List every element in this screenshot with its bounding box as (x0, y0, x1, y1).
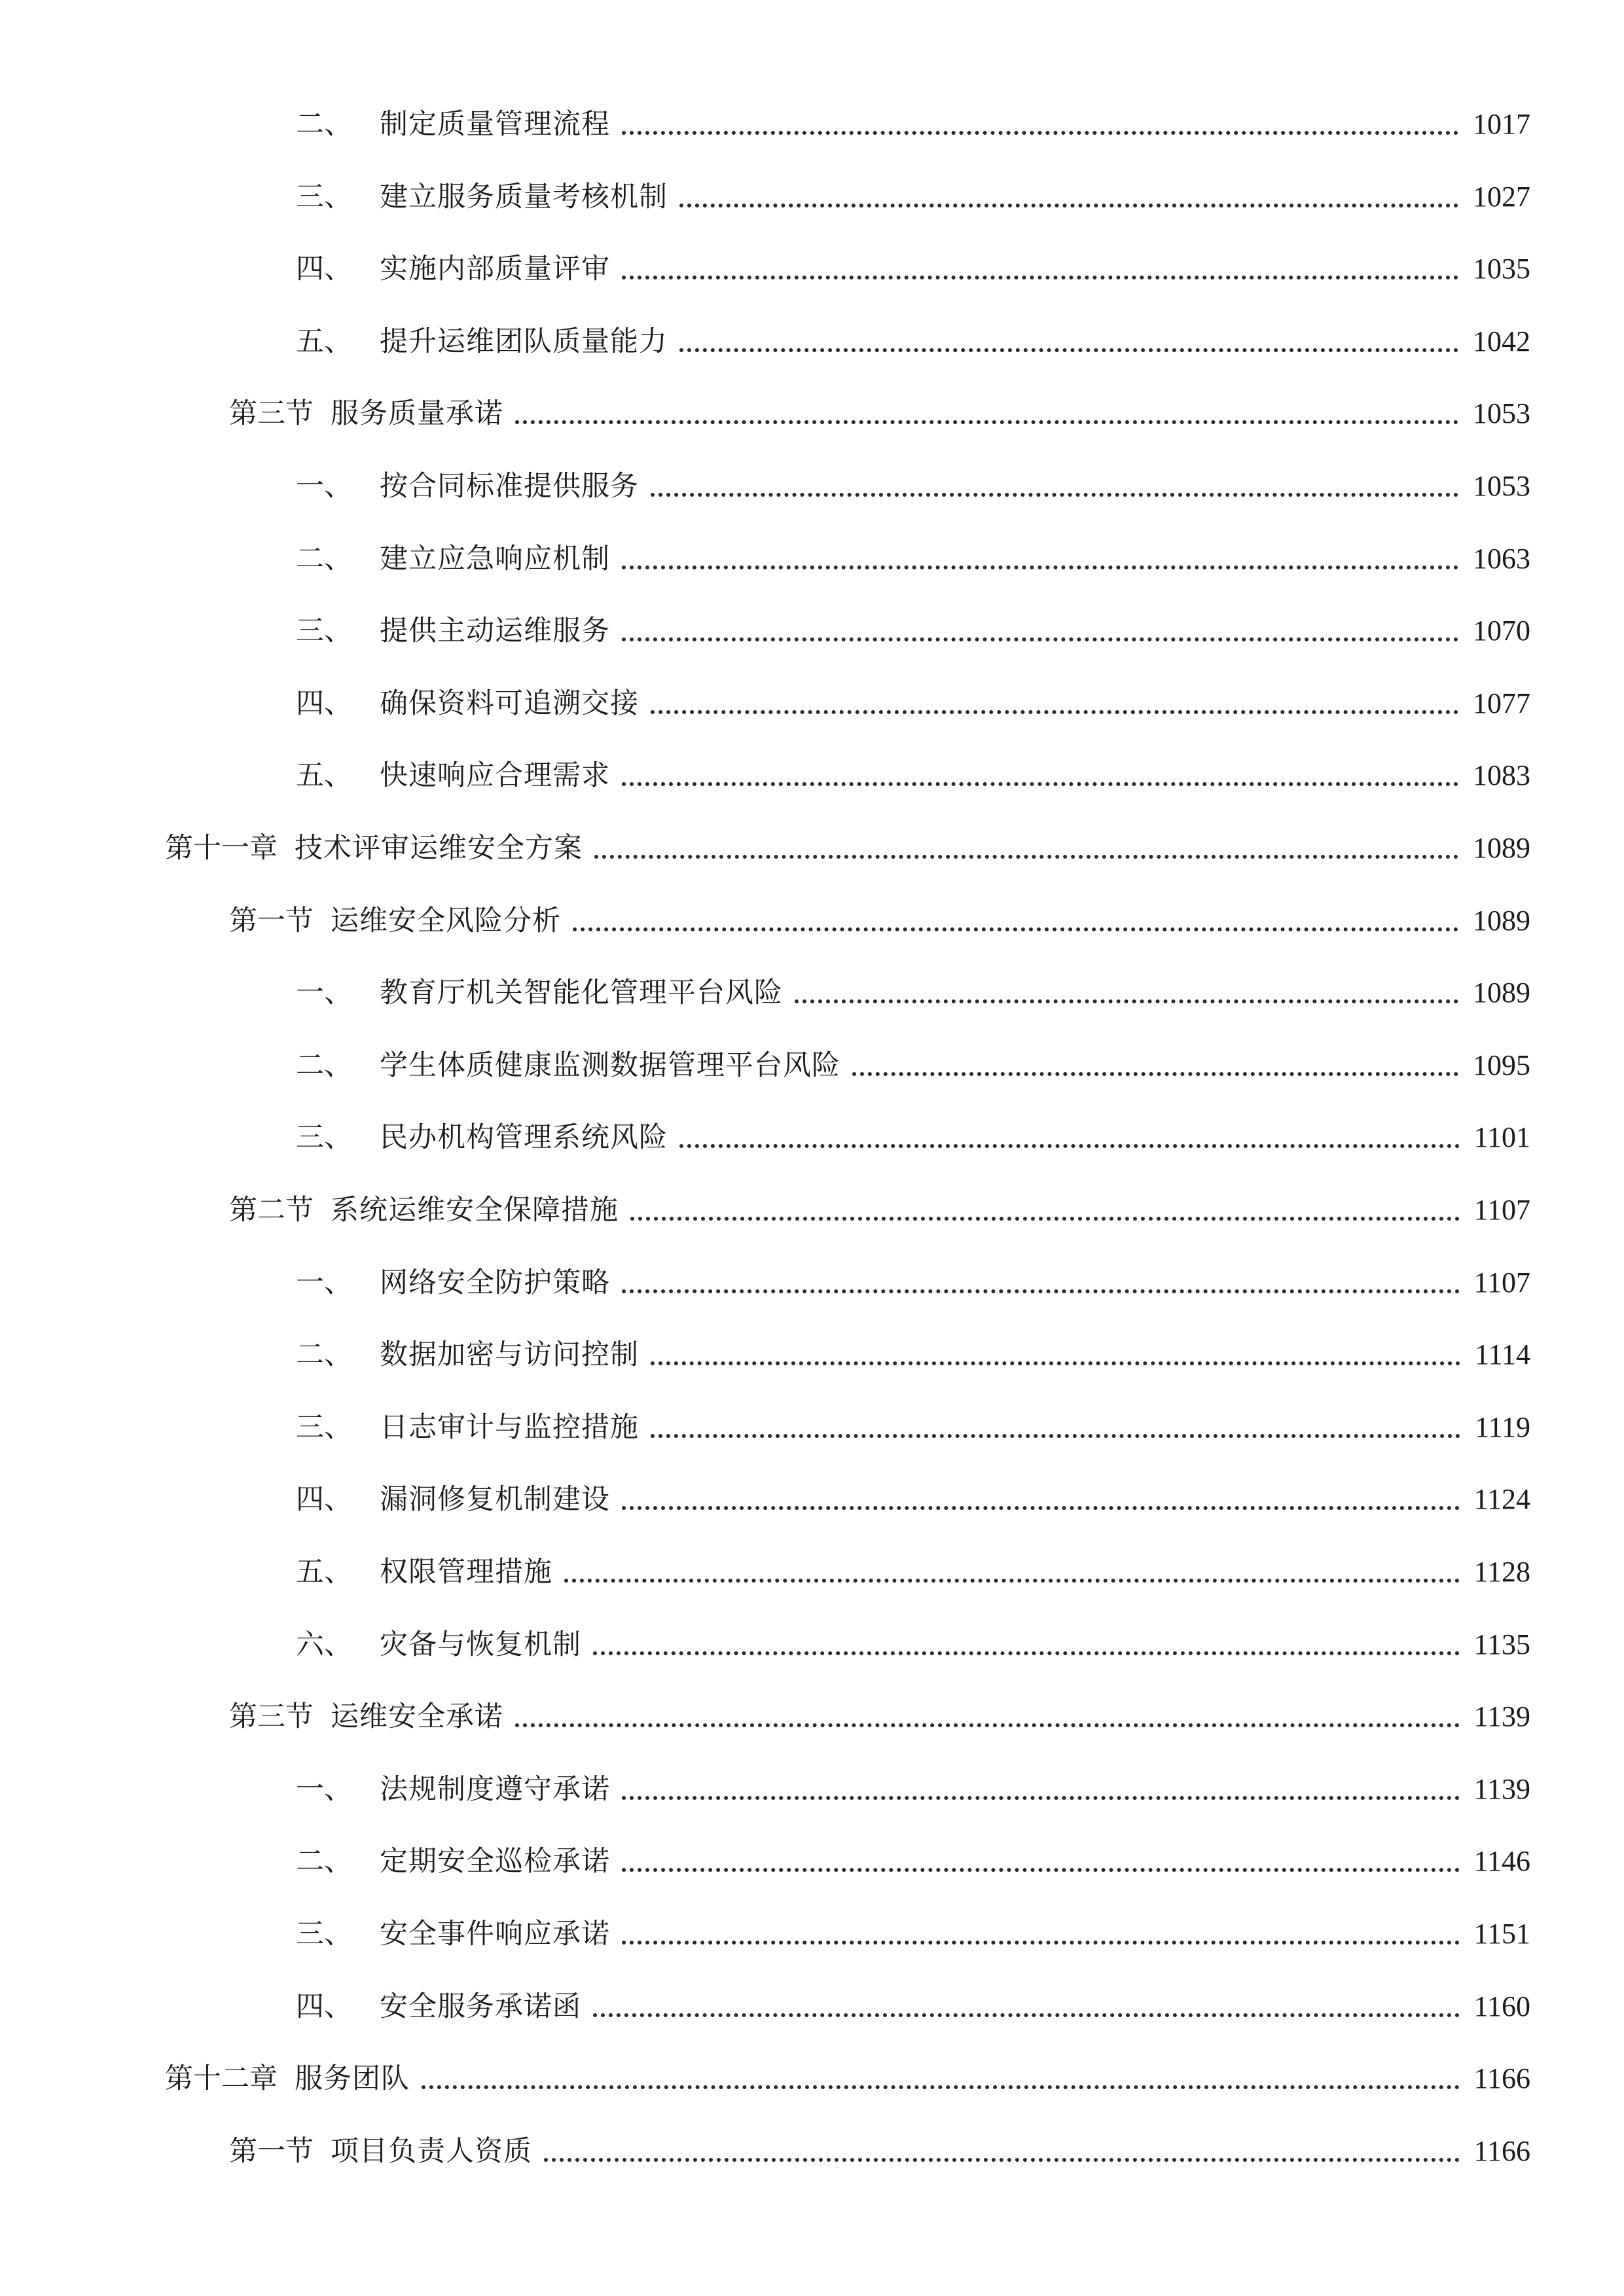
toc-entry-title: 项目负责人资质 (331, 2134, 532, 2168)
toc-entry-number: 四、 (296, 253, 352, 286)
toc-dot-leader (593, 2013, 1460, 2017)
toc-entry-number: 六、 (296, 1628, 352, 1661)
toc-entry[interactable] (229, 1684, 1530, 1736)
toc-entry[interactable] (296, 671, 1530, 723)
toc-entry-number: 二、 (296, 1845, 352, 1878)
toc-entry[interactable] (296, 598, 1530, 651)
toc-entry-title: 学生体质健康监测数据管理平台风险 (380, 1049, 840, 1082)
toc-dot-leader (622, 637, 1458, 641)
toc-entry-title: 数据加密与访问控制 (380, 1338, 639, 1372)
toc-entry[interactable] (296, 1829, 1530, 1881)
toc-page-number: 1042 (1473, 325, 1530, 357)
toc-entry[interactable] (296, 454, 1530, 506)
toc-entry[interactable] (296, 1901, 1530, 1954)
toc-entry-title: 建立应急响应机制 (380, 542, 610, 575)
toc-dot-leader (515, 1723, 1460, 1727)
toc-page-number: 1089 (1473, 977, 1530, 1009)
toc-entry-title: 安全服务承诺函 (380, 1990, 581, 2023)
toc-dot-leader (651, 710, 1458, 714)
toc-page-number: 1166 (1473, 2062, 1530, 2095)
toc-dot-leader (630, 1217, 1460, 1221)
toc-entry-title: 网络安全防护策略 (380, 1266, 610, 1299)
toc-dot-leader (679, 204, 1458, 207)
toc-dot-leader (651, 493, 1458, 497)
toc-dot-leader (622, 1868, 1460, 1872)
toc-dot-leader (679, 348, 1458, 352)
toc-page-number: 1135 (1473, 1628, 1530, 1660)
toc-dot-leader (593, 1651, 1460, 1655)
toc-entry-number: 二、 (296, 108, 352, 141)
toc-entry-number: 第十二章 (165, 2062, 278, 2096)
toc-entry-title: 日志审计与监控措施 (380, 1410, 639, 1444)
toc-page-number: 1053 (1473, 470, 1530, 502)
toc-entry[interactable] (296, 1757, 1530, 1809)
toc-dot-leader (573, 927, 1458, 931)
toc-page-number: 1077 (1473, 687, 1530, 719)
toc-entry[interactable] (296, 1395, 1530, 1447)
toc-entry[interactable] (229, 888, 1530, 941)
toc-entry-title: 提供主动运维服务 (380, 615, 610, 648)
toc-entry-title: 服务质量承诺 (331, 397, 503, 431)
toc-dot-leader (544, 2158, 1460, 2162)
toc-entry-number: 四、 (296, 1483, 352, 1516)
toc-entry-title: 灾备与恢复机制 (380, 1628, 581, 1661)
toc-dot-leader (651, 1361, 1460, 1365)
toc-page-number: 1139 (1473, 1700, 1530, 1733)
toc-dot-leader (622, 1941, 1460, 1945)
toc-page-number: 1128 (1473, 1556, 1530, 1588)
toc-entry-number: 三、 (296, 615, 352, 648)
toc-page-number: 1107 (1473, 1266, 1530, 1299)
toc-entry[interactable] (296, 526, 1530, 579)
toc-page-number: 1035 (1473, 253, 1530, 285)
toc-entry-title: 法规制度遵守承诺 (380, 1772, 610, 1806)
toc-entry[interactable] (296, 1539, 1530, 1592)
toc-entry[interactable] (296, 236, 1530, 289)
toc-entry[interactable] (165, 816, 1530, 868)
toc-page-number: 1166 (1473, 2134, 1530, 2167)
toc-entry-number: 四、 (296, 1990, 352, 2023)
toc-entry-title: 运维安全承诺 (331, 1700, 503, 1734)
toc-page-number: 1089 (1473, 904, 1530, 937)
toc-dot-leader (852, 1072, 1458, 1076)
toc-dot-leader (679, 1144, 1460, 1148)
toc-page-number: 1101 (1473, 1121, 1530, 1154)
toc-entry-number: 一、 (296, 1266, 352, 1299)
toc-entry[interactable] (296, 1322, 1530, 1374)
toc-entry-number: 二、 (296, 542, 352, 575)
toc-entry-number: 四、 (296, 687, 352, 720)
toc-entry-title: 漏洞修复机制建设 (380, 1483, 610, 1516)
toc-entry[interactable] (296, 1033, 1530, 1085)
toc-page-number: 1095 (1473, 1049, 1530, 1081)
toc-entry[interactable] (296, 1250, 1530, 1302)
toc-page-number: 1139 (1473, 1772, 1530, 1805)
toc-entry[interactable] (229, 381, 1530, 433)
toc-entry-number: 三、 (296, 1918, 352, 1950)
toc-entry-title: 制定质量管理流程 (380, 108, 610, 141)
toc-entry-number: 一、 (296, 977, 352, 1010)
toc-dot-leader (594, 855, 1458, 859)
toc-entry-title: 技术评审运维安全方案 (295, 832, 583, 865)
toc-entry-number: 三、 (296, 1410, 352, 1444)
toc-entry-number: 第二节 (229, 1194, 314, 1227)
toc-entry-title: 确保资料可追溯交接 (380, 687, 639, 720)
toc-entry-title: 教育厅机关智能化管理平台风险 (380, 977, 783, 1010)
toc-page-number: 1053 (1473, 397, 1530, 430)
toc-entry-number: 第一节 (229, 2134, 314, 2168)
toc-dot-leader (651, 1434, 1460, 1438)
toc-entry-number: 一、 (296, 1772, 352, 1806)
toc-entry-number: 一、 (296, 470, 352, 503)
toc-dot-leader (795, 999, 1458, 1003)
toc-entry-number: 五、 (296, 759, 352, 793)
toc-entry[interactable] (296, 1974, 1530, 2026)
toc-entry[interactable] (165, 2046, 1530, 2098)
toc-entry-number: 第一节 (229, 904, 314, 937)
toc-page-number: 1146 (1473, 1845, 1530, 1878)
toc-entry-number: 五、 (296, 1556, 352, 1588)
toc-dot-leader (622, 1796, 1460, 1800)
toc-page-number: 1017 (1473, 108, 1530, 140)
toc-entry-number: 三、 (296, 180, 352, 213)
toc-entry[interactable] (296, 92, 1530, 144)
toc-dot-leader (515, 420, 1458, 424)
toc-dot-leader (564, 1579, 1460, 1583)
toc-entry-title: 民办机构管理系统风险 (380, 1121, 668, 1155)
toc-page-number: 1119 (1475, 1410, 1530, 1443)
toc-entry-title: 权限管理措施 (380, 1556, 552, 1588)
toc-entry-title: 建立服务质量考核机制 (380, 180, 668, 213)
toc-entry[interactable] (296, 164, 1530, 217)
toc-page-number: 1160 (1473, 1990, 1530, 2022)
toc-entry-number: 三、 (296, 1121, 352, 1155)
toc-dot-leader (622, 565, 1458, 569)
toc-entry[interactable] (229, 1177, 1530, 1230)
toc-entry[interactable] (229, 2119, 1530, 2171)
toc-page-number: 1124 (1473, 1483, 1530, 1516)
toc-entry-title: 系统运维安全保障措施 (331, 1194, 619, 1227)
toc-entry[interactable] (296, 1467, 1530, 1519)
toc-entry-title: 安全事件响应承诺 (380, 1918, 610, 1950)
toc-page-number: 1083 (1473, 759, 1530, 792)
toc-entry[interactable] (296, 960, 1530, 1013)
toc-dot-leader (622, 1506, 1460, 1510)
toc-dot-leader (622, 1289, 1460, 1293)
toc-dot-leader (622, 276, 1458, 279)
toc-page-number: 1114 (1475, 1338, 1530, 1371)
toc-page-number: 1070 (1473, 615, 1530, 647)
toc-entry[interactable] (296, 309, 1530, 361)
toc-page-number: 1063 (1473, 542, 1530, 575)
toc-entry-number: 第三节 (229, 397, 314, 431)
toc-entry[interactable] (296, 1612, 1530, 1664)
toc-page-number: 1089 (1473, 832, 1530, 864)
toc-page-number: 1151 (1473, 1918, 1530, 1950)
toc-entry-title: 提升运维团队质量能力 (380, 325, 668, 358)
toc-entry-title: 运维安全风险分析 (331, 904, 561, 937)
toc-entry-title: 实施内部质量评审 (380, 253, 610, 286)
toc-entry-title: 定期安全巡检承诺 (380, 1845, 610, 1878)
toc-page-number: 1027 (1473, 180, 1530, 213)
toc-page-number: 1107 (1473, 1194, 1530, 1226)
toc-entry-number: 二、 (296, 1049, 352, 1082)
toc-entry[interactable] (296, 743, 1530, 795)
toc-entry-title: 服务团队 (295, 2062, 410, 2096)
toc-entry[interactable] (296, 1105, 1530, 1157)
toc-entry-number: 五、 (296, 325, 352, 358)
toc-dot-leader (622, 131, 1458, 135)
toc-entry-number: 第三节 (229, 1700, 314, 1734)
toc-dot-leader (622, 782, 1458, 786)
toc-entry-title: 快速响应合理需求 (380, 759, 610, 793)
toc-dot-leader (422, 2085, 1460, 2089)
toc-entry-title: 按合同标准提供服务 (380, 470, 639, 503)
toc-entry-number: 二、 (296, 1338, 352, 1372)
toc-entry-number: 第十一章 (165, 832, 278, 865)
